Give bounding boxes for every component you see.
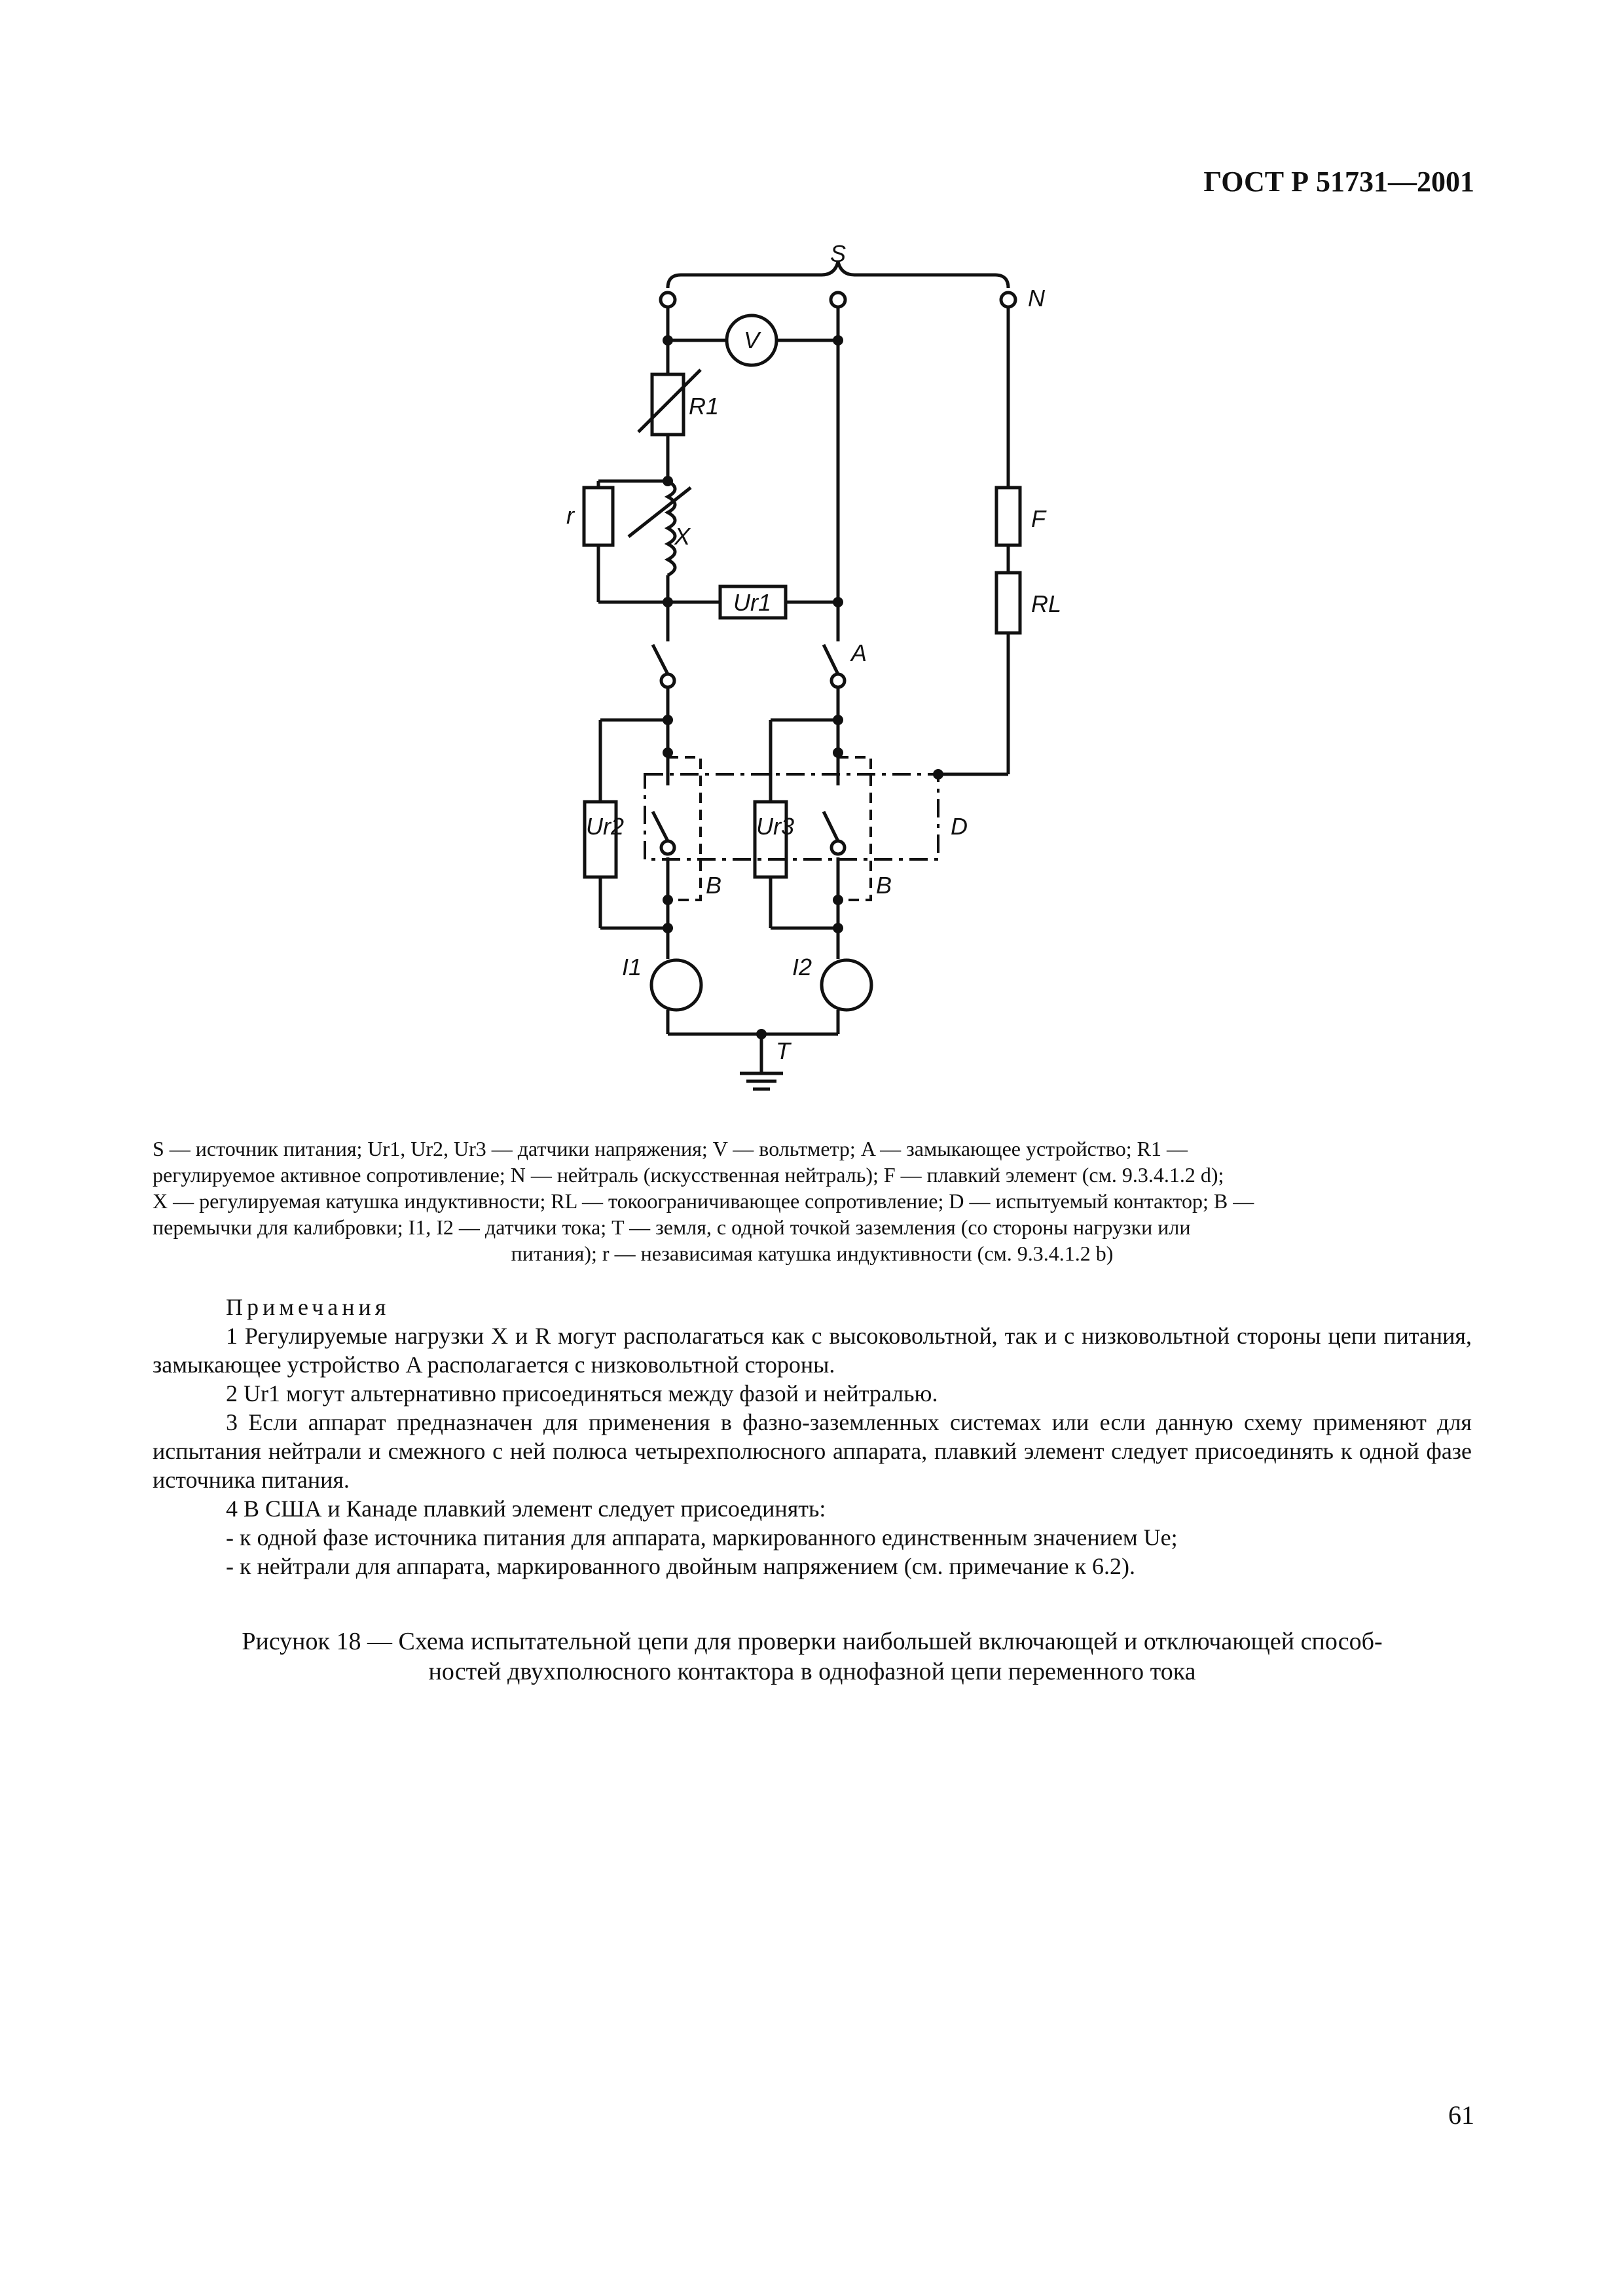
resistor-rl <box>996 573 1020 633</box>
label-b2: B <box>876 872 892 899</box>
notes-title: Примечания <box>226 1294 390 1320</box>
figure-caption <box>153 1626 1472 1687</box>
inductor-r-block <box>584 488 613 545</box>
label-r1: R1 <box>689 393 720 420</box>
label-s: S <box>830 240 847 267</box>
note-item: 2 Ur1 могут альтернативно присоединяться между фазой и нейтралью. <box>226 1380 938 1407</box>
current-sensor-i2 <box>822 960 871 1010</box>
label-i1: I1 <box>622 954 642 980</box>
legend <box>153 1136 1472 1266</box>
current-sensor-i1 <box>651 960 701 1010</box>
label-i2: I2 <box>792 954 812 980</box>
legend-line: регулируемое активное сопротивление; N — нейтраль (искусственная нейтраль); F — плавкий элемент (см. 9.3.4.1.2 d); <box>153 1163 1224 1187</box>
label-v: V <box>744 327 760 353</box>
label-d: D <box>951 813 968 840</box>
note-item: - к нейтрали для аппарата, маркированного двойным напряжением (см. примечание к 6.2). <box>226 1553 1135 1579</box>
caption-line: Рисунок 18 — Схема испытательной цепи для проверки наибольшей включающей и отключающей способ- <box>242 1628 1383 1655</box>
legend-line: S — источник питания; Ur1, Ur2, Ur3 — датчики напряжения; V — вольтметр; A — замыкающее устройство; R1 — <box>153 1137 1188 1160</box>
terminal-phase2 <box>831 293 845 307</box>
label-t: T <box>776 1037 790 1064</box>
label-ur1: Ur1 <box>733 589 772 616</box>
caption-line: ностей двухполюсного контактора в однофазной цепи переменного тока <box>428 1658 1196 1685</box>
label-n: N <box>1028 285 1045 312</box>
label-r: r <box>566 502 574 529</box>
label-x: X <box>674 523 691 550</box>
legend-line: питания); r — независимая катушка индуктивности (см. 9.3.4.1.2 b) <box>511 1242 1114 1265</box>
legend-line: перемычки для калибровки; I1, I2 — датчики тока; T — земля, с одной точкой заземления (со стороны нагрузки или <box>153 1215 1191 1239</box>
label-rl: RL <box>1031 590 1062 617</box>
label-ur2: Ur2 <box>586 813 625 840</box>
label-f: F <box>1031 505 1046 532</box>
note-item: 3 Если аппарат предназначен для применения в фазно-заземленных системах или если данную схему применяют для испытания нейтрали и смежного с ней полюса четырехполюсного аппарата, плавкий элемент следует присоединять к одной фазе источника питания. <box>153 1409 1472 1493</box>
terminal-neutral <box>1001 293 1015 307</box>
note-item: 1 Регулируемые нагрузки X и R могут располагаться как с высоковольтной, так и с низковольтной стороны цепи питания, замыкающее устройство A располагается с низковольтной стороны. <box>153 1323 1472 1378</box>
notes <box>153 1293 1472 1581</box>
terminal-phase1 <box>661 293 675 307</box>
note-item: 4 В США и Канаде плавкий элемент следует присоединять: <box>226 1496 826 1522</box>
label-a: A <box>851 639 867 666</box>
label-b1: B <box>706 872 722 899</box>
fuse-f <box>996 488 1020 545</box>
note-item: - к одной фазе источника питания для аппарата, маркированного единственным значением Ue; <box>226 1524 1178 1551</box>
standard-header: ГОСТ Р 51731—2001 <box>1203 166 1474 198</box>
label-ur3: Ur3 <box>756 813 795 840</box>
legend-line: X — регулируемая катушка индуктивности; RL — токоограничивающее сопротивление; D — испытуемый контактор; B — <box>153 1189 1254 1213</box>
circuit-diagram <box>0 0 1623 1113</box>
page-number: 61 <box>1448 2100 1474 2130</box>
